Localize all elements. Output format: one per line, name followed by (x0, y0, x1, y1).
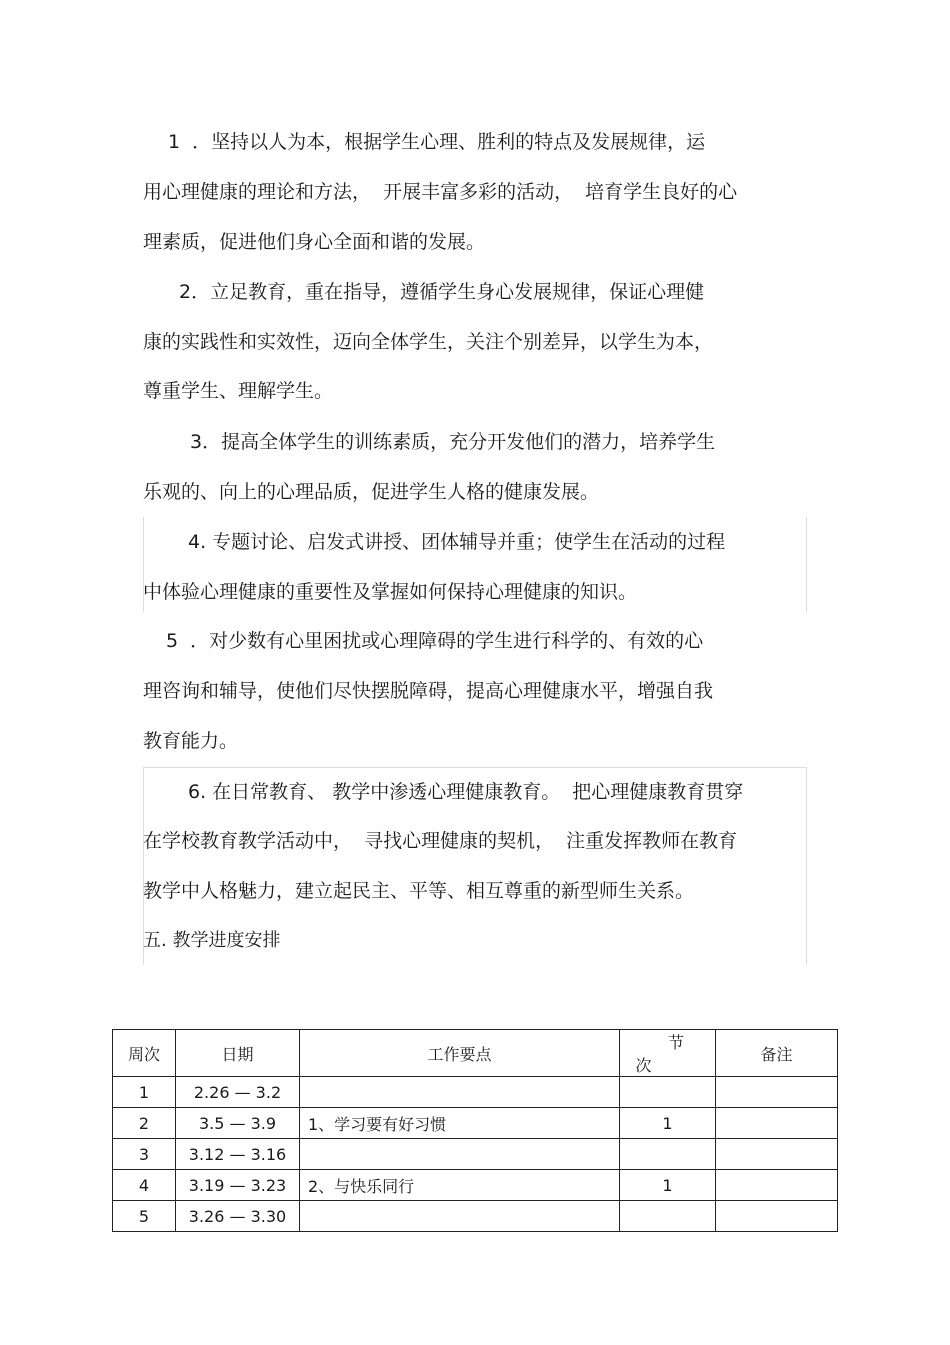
cell-sessions (620, 1077, 716, 1108)
cell-date: 3.12 — 3.16 (176, 1139, 300, 1170)
cell-date: 2.26 — 3.2 (176, 1077, 300, 1108)
table-row (113, 1108, 838, 1139)
para-4-line-1: 4. 专题讨论、启发式讲授、团体辅导并重；使学生在活动的过程 (188, 531, 726, 553)
header-work-points: 工作要点 (300, 1030, 620, 1077)
table-header-row (113, 1030, 838, 1077)
cell-sessions: 1 (620, 1108, 716, 1139)
section-heading: 五. 教学进度安排 (143, 930, 281, 951)
header-remarks: 备注 (716, 1030, 838, 1077)
cell-sessions (620, 1201, 716, 1232)
cell-date: 3.19 — 3.23 (176, 1170, 300, 1201)
cell-remarks (716, 1077, 838, 1108)
cell-remarks (716, 1139, 838, 1170)
cell-week: 1 (113, 1077, 176, 1108)
para-5-line-2: 理咨询和辅导，使他们尽快摆脱障碍，提高心理健康水平，增强自我 (143, 680, 714, 702)
cell-sessions (620, 1139, 716, 1170)
para-5-line-1: 5 ．对少数有心里困扰或心理障碍的学生进行科学的、有效的心 (166, 630, 704, 652)
para-4-line-2: 中体验心理健康的重要性及掌握如何保持心理健康的知识。 (143, 581, 638, 603)
cell-date: 3.5 — 3.9 (176, 1108, 300, 1139)
cell-sessions: 1 (620, 1170, 716, 1201)
cell-work-point: 1、学习要有好习惯 (300, 1108, 620, 1139)
cell-work-point (300, 1201, 620, 1232)
cell-week: 4 (113, 1170, 176, 1201)
header-date: 日期 (176, 1030, 300, 1077)
table-row (113, 1201, 838, 1232)
para-5-line-3: 教育能力。 (143, 730, 239, 752)
para-1-line-3: 理素质，促进他们身心全面和谐的发展。 (143, 231, 486, 253)
cell-remarks (716, 1108, 838, 1139)
para-3-line-2: 乐观的、向上的心理品质，促进学生人格的健康发展。 (143, 481, 600, 503)
cell-remarks (716, 1170, 838, 1201)
para-1-line-1: 1 ．坚持以人为本，根据学生心理、胜利的特点及发展规律，运 (168, 131, 706, 153)
cell-week: 3 (113, 1139, 176, 1170)
para-6-line-2: 在学校教育教学活动中， 寻找心理健康的契机， 注重发挥教师在教育 (143, 830, 738, 852)
para-6-line-1: 6. 在日常教育、 教学中渗透心理健康教育。 把心理健康教育贯穿 (188, 781, 744, 803)
cell-work-point (300, 1139, 620, 1170)
para-6-line-3: 教学中人格魅力，建立起民主、平等、相互尊重的新型师生关系。 (143, 880, 695, 902)
schedule-table (112, 1029, 838, 1232)
cell-remarks (716, 1201, 838, 1232)
table-row (113, 1139, 838, 1170)
para-2-line-1: 2．立足教育，重在指导，遵循学生身心发展规律，保证心理健 (179, 281, 705, 303)
para-3-line-1: 3．提高全体学生的训练素质，充分开发他们的潜力，培养学生 (190, 431, 716, 453)
cell-date: 3.26 — 3.30 (176, 1201, 300, 1232)
cell-week: 2 (113, 1108, 176, 1139)
cell-work-point (300, 1077, 620, 1108)
para-2-line-2: 康的实践性和实效性，迈向全体学生，关注个别差异，以学生为本， (143, 331, 714, 353)
table-row (113, 1170, 838, 1201)
cell-week: 5 (113, 1201, 176, 1232)
para-2-line-3: 尊重学生、理解学生。 (143, 380, 334, 402)
header-week: 周次 (113, 1030, 176, 1077)
cell-work-point: 2、与快乐同行 (300, 1170, 620, 1201)
header-sessions: 节次 (620, 1030, 716, 1077)
para-1-line-2: 用心理健康的理论和方法， 开展丰富多彩的活动， 培育学生良好的心 (143, 181, 738, 203)
table-row (113, 1077, 838, 1108)
